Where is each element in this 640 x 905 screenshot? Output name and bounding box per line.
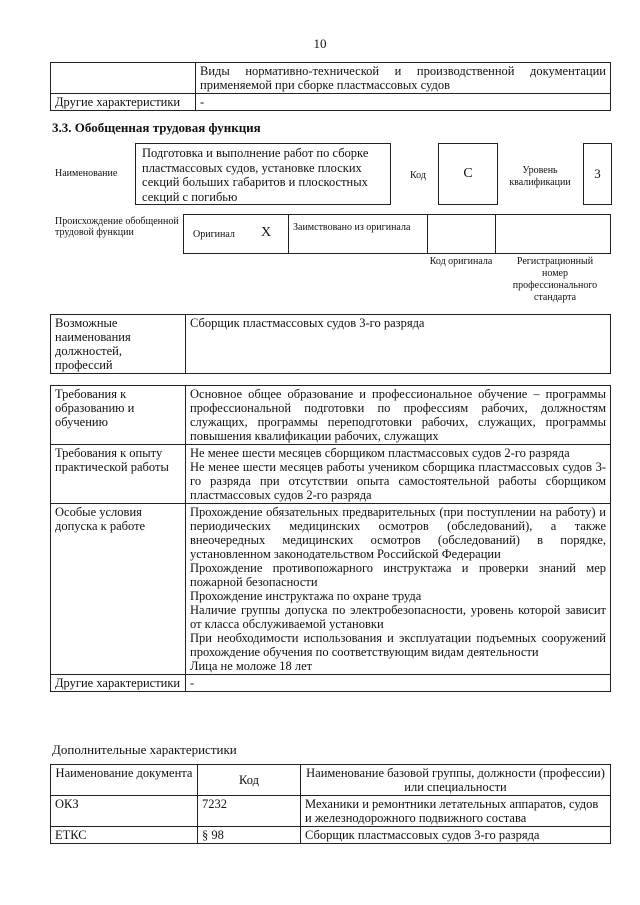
additional-header-cell: Наименование документа (51, 765, 198, 796)
req-line: - (190, 676, 195, 690)
req-line: Наличие группы допуска по электробезопасности, уровень которой зависит от класса обслуживаемой установки (190, 603, 606, 631)
positions-value: Сборщик пластмассовых судов 3-го разряда (186, 315, 611, 374)
positions-table (50, 314, 611, 374)
additional-cell: 7232 (198, 796, 301, 827)
additional-header-cell: Код (198, 765, 301, 796)
code-original-caption: Код оригинала (429, 256, 493, 267)
reg-number-caption: Регистрационный номер профессионального стандарта (512, 256, 598, 303)
req-row-education (51, 386, 611, 445)
top-table-empty-cell (51, 63, 196, 94)
section-title: 3.3. Обобщенная трудовая функция (52, 120, 261, 135)
req-line: Основное общее образование и профессиональное обучение – программы профессиональной подготовки по профессиям рабочих, должностям служащих, программы переподготовки рабочих, служащих, программы повышения квалификации рабочих, служащих (190, 387, 606, 443)
top-table-label: Другие характеристики (51, 94, 196, 111)
req-line: Не менее шести месяцев сборщиком пластмассовых судов 2-го разряда (190, 446, 570, 460)
table-row (51, 796, 611, 827)
borrowed-label: Заимствовано из оригинала (293, 222, 411, 233)
additional-header-row (51, 765, 611, 796)
req-line: Прохождение противопожарного инструктажа и проверки знаний мер пожарной безопасности (190, 561, 606, 589)
req-label: Требования к образованию и обучению (51, 386, 186, 445)
additional-cell: § 98 (198, 827, 301, 844)
level-label: Уровень квалификации (509, 165, 571, 188)
origin-box (183, 214, 611, 254)
req-label: Особые условия допуска к работе (51, 504, 186, 675)
req-value (186, 504, 611, 675)
req-label: Другие характеристики (51, 675, 186, 692)
req-line: При необходимости использования и эксплуатации подъемных сооружений прохождение обучения по соответствующим видам деятельности (190, 631, 606, 659)
req-value (186, 386, 611, 445)
req-line: Не менее шести месяцев работы учеником сборщика пластмассовых судов 3-го разряда при отсутствии опыта самостоятельной работы сборщиком пластмассовых судов 2-го разряда (190, 460, 606, 502)
positions-label: Возможные наименования должностей, профессий (51, 315, 186, 374)
additional-cell: ОКЗ (51, 796, 198, 827)
additional-cell: Механики и ремонтники летательных аппаратов, судов и железнодорожного подвижного состава (301, 796, 611, 827)
origin-divider-1 (288, 214, 289, 254)
req-label: Требования к опыту практической работы (51, 445, 186, 504)
original-label: Оригинал (193, 229, 235, 240)
req-row-other (51, 675, 611, 692)
additional-table (50, 764, 611, 844)
req-value (186, 445, 611, 504)
additional-header-cell: Наименование базовой группы, должности (профессии) или специальности (301, 765, 611, 796)
origin-divider-3 (495, 214, 496, 254)
additional-cell: ЕТКС (51, 827, 198, 844)
req-line: Прохождение инструктажа по охране труда (190, 589, 422, 603)
origin-divider-2 (427, 214, 428, 254)
table-row (51, 827, 611, 844)
origin-label: Происхождение обобщенной трудовой функции (55, 216, 179, 238)
name-value: Подготовка и выполнение работ по сборке пластмассовых судов, установке плоских секций больших габаритов и плоскостных секций с погибью (135, 143, 391, 205)
top-table (50, 62, 611, 111)
additional-title: Дополнительные характеристики (52, 742, 237, 757)
req-row-admission (51, 504, 611, 675)
name-label: Наименование (55, 168, 118, 179)
top-table-text: Виды нормативно-технической и производственной документации применяемой при сборке пластмассовых судов (196, 63, 611, 94)
page-number: 10 (313, 36, 327, 51)
req-row-experience (51, 445, 611, 504)
additional-cell: Сборщик пластмассовых судов 3-го разряда (301, 827, 611, 844)
req-line: Лица не моложе 18 лет (190, 659, 313, 673)
requirements-table (50, 385, 611, 692)
req-line: Прохождение обязательных предварительных (при поступлении на работу) и периодических медицинских осмотров (обследований), а также внеочередных медицинских осмотров (обследований) в порядке, установленном законодательством Российской Федерации (190, 505, 606, 561)
req-value (186, 675, 611, 692)
code-label: Код (410, 170, 426, 181)
original-mark: X (261, 225, 272, 240)
code-value: C (438, 143, 498, 205)
top-table-value: - (196, 94, 611, 111)
level-value: 3 (583, 143, 612, 205)
